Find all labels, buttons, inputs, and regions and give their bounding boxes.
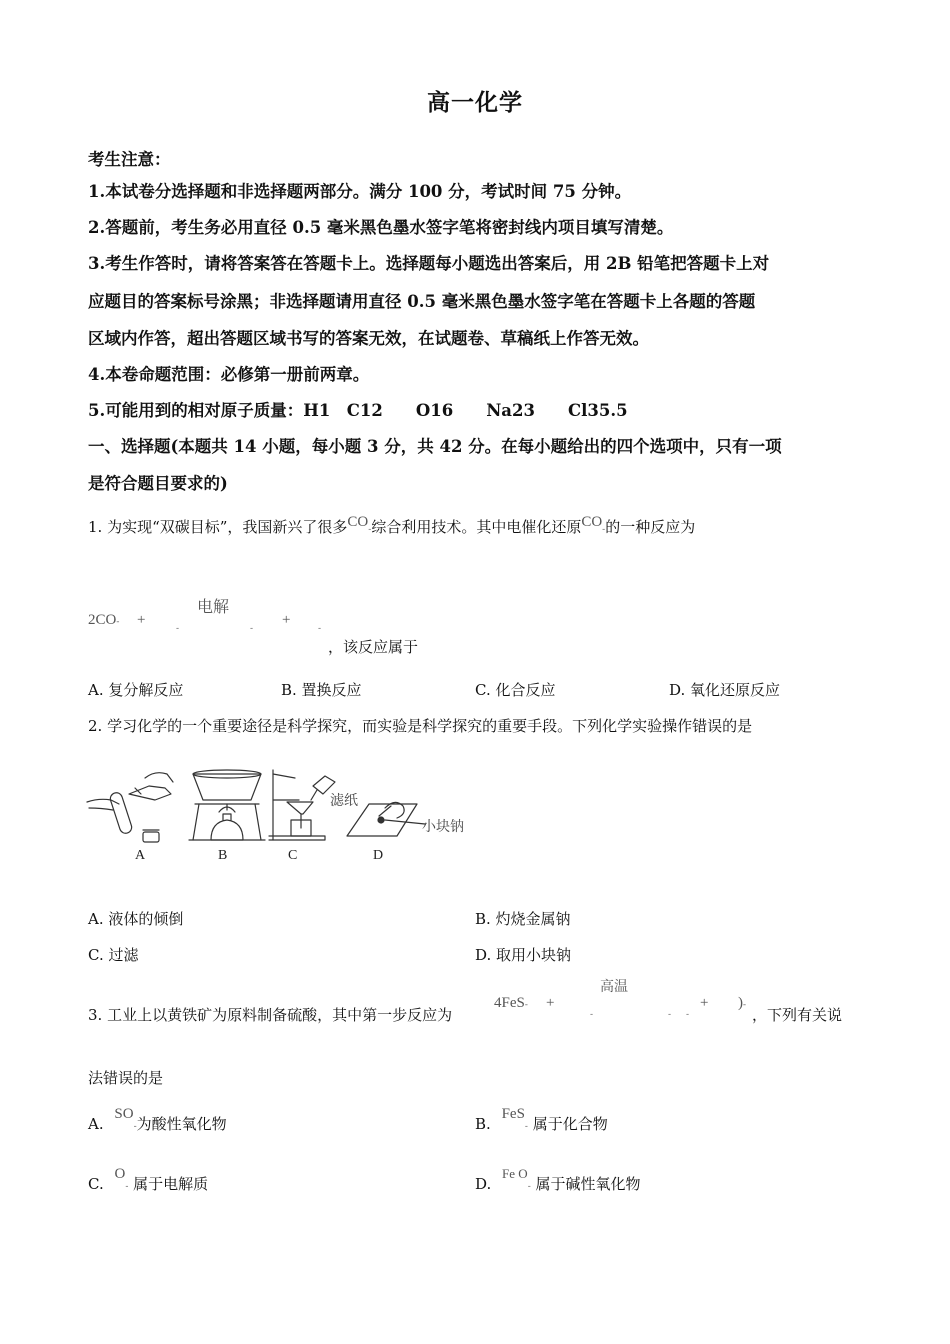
notice-item-3: 3.考生作答时，请将答案答在答题卡上。选择题每小题选出答案后，用 2B 铅笔把答题卡上对 (88, 254, 770, 273)
q3-option-c-formula: O (114, 1166, 126, 1182)
q3-option-b-label: B. (475, 1115, 491, 1133)
apparatus-b-heating (189, 770, 265, 840)
q3-dash-3: - (686, 1010, 690, 1020)
q3-text-line2: 法错误的是 (88, 1069, 164, 1087)
q3-text-b: ，下列有关说 (752, 1006, 843, 1024)
notice-item-1: 1.本试卷分选择题和非选择题两部分。满分 100 分，考试时间 75 分钟。 (88, 182, 632, 201)
q3-option-d: D. Fe O- 属于碱性氧化物 (475, 1166, 641, 1193)
q1-reaction-lhs-formula: 2CO (88, 612, 117, 628)
q3-option-c-text: 属于电解质 (133, 1175, 209, 1193)
q1-dash-2: - (250, 624, 254, 634)
apparatus-a-pouring (87, 773, 173, 842)
figure-label-c: C (288, 848, 298, 863)
q2-option-a: A. 液体的倾倒 (88, 910, 184, 928)
q3-paren: )- (738, 995, 746, 1011)
notice-item-3-cont: 应题目的答案标号涂黑；非选择题请用直径 0.5 毫米黑色墨水签字笔在答题卡上各题的答题 (88, 292, 756, 311)
q2-text: 2. 学习化学的一个重要途径是科学探究，而实验是科学探究的重要手段。下列化学实验操作错误的是 (88, 717, 753, 735)
q2-option-d: D. 取用小块钠 (475, 946, 572, 964)
figure-label-b: B (218, 848, 228, 863)
q1-reaction-lhs: 2CO- (88, 612, 120, 628)
q3-option-d-label: D. (475, 1175, 492, 1193)
page-title: 高一化学 (427, 89, 523, 116)
section-heading-line2: 是符合题目要求的) (88, 474, 228, 493)
figure-label-d: D (373, 848, 384, 863)
q1-option-c: C. 化合反应 (475, 681, 556, 699)
q1-formula-b: CO (581, 514, 603, 530)
q3-reaction-condition: 高温 (600, 980, 628, 995)
q1-option-d: D. 氧化还原反应 (669, 681, 781, 699)
q3-plus-2: + (700, 995, 709, 1011)
q1-option-a: A. 复分解反应 (88, 681, 184, 699)
q2-figure (85, 764, 485, 874)
q1-option-b: B. 置换反应 (281, 681, 362, 699)
q3-option-a-text: 为酸性氧化物 (136, 1115, 227, 1133)
figure-label-a: A (135, 848, 146, 863)
figure-label-sodium: 小块钠 (422, 820, 464, 835)
q3-option-c: C. O- 属于电解质 (88, 1166, 209, 1193)
apparatus-d-sodium (347, 802, 425, 836)
q3-option-b: B. FeS- 属于化合物 (475, 1106, 608, 1133)
q3-option-c-label: C. (88, 1175, 104, 1193)
q1-formula-a: CO (347, 514, 369, 530)
q1-plus-1: + (137, 612, 146, 628)
q1-text-a: 1. 为实现“双碳目标”，我国新兴了很多 (88, 518, 348, 536)
notice-item-2: 2.答题前，考生务必用直径 0.5 毫米黑色墨水签字笔将密封线内项目填写清楚。 (88, 218, 674, 237)
q1-formula-b-sub: - (602, 525, 606, 535)
q1-tail: ，该反应属于 (328, 638, 419, 656)
q3-dash-2: - (668, 1010, 672, 1020)
q3-option-a-formula: SO (114, 1106, 134, 1122)
q3-option-d-formula: Fe O (502, 1166, 528, 1181)
notice-heading: 考生注意： (88, 150, 171, 169)
q1-plus-2: + (282, 612, 291, 628)
q3-option-d-text: 属于碱性氧化物 (535, 1175, 641, 1193)
q3-formula-lhs-text: 4FeS (494, 995, 525, 1011)
notice-item-3-cont2: 区域内作答，超出答题区域书写的答案无效，在试题卷、草稿纸上作答无效。 (88, 329, 649, 348)
q1-dash-1: - (176, 624, 180, 634)
q3-dash-1: - (590, 1010, 594, 1020)
q3-option-b-text: 属于化合物 (532, 1115, 608, 1133)
q1-dash-3: - (318, 624, 322, 634)
q2-option-c: C. 过滤 (88, 946, 139, 964)
q1-text-b: 综合利用技术。其中电催化还原 (371, 518, 582, 536)
q1-text (88, 516, 868, 537)
q2-option-b: B. 灼烧金属钠 (475, 910, 571, 928)
q1-formula-a-sub: - (368, 525, 372, 535)
q1-text-c: 的一种反应为 (605, 518, 696, 536)
q3-plus-1: + (546, 995, 555, 1011)
q3-option-a-label: A. (88, 1115, 104, 1133)
notice-item-4: 4.本卷命题范围：必修第一册前两章。 (88, 365, 370, 384)
q3-formula-lhs: 4FeS- (494, 995, 528, 1011)
q3-option-b-formula: FeS (501, 1106, 525, 1122)
notice-item-5: 5.可能用到的相对原子质量：H1 C12 O16 Na23 Cl35.5 (88, 401, 628, 420)
apparatus-c-filtration (269, 770, 335, 840)
section-heading-line1: 一、选择题(本题共 14 小题，每小题 3 分，共 42 分。在每小题给出的四个选项中，只有一项 (88, 437, 782, 456)
q1-reaction-condition: 电解 (197, 599, 230, 616)
q3-text-a: 3. 工业上以黄铁矿为原料制备硫酸，其中第一步反应为 (88, 1006, 453, 1024)
q3-option-a: A. SO-为酸性氧化物 (88, 1106, 227, 1133)
figure-label-filter-paper: 滤纸 (330, 794, 358, 809)
